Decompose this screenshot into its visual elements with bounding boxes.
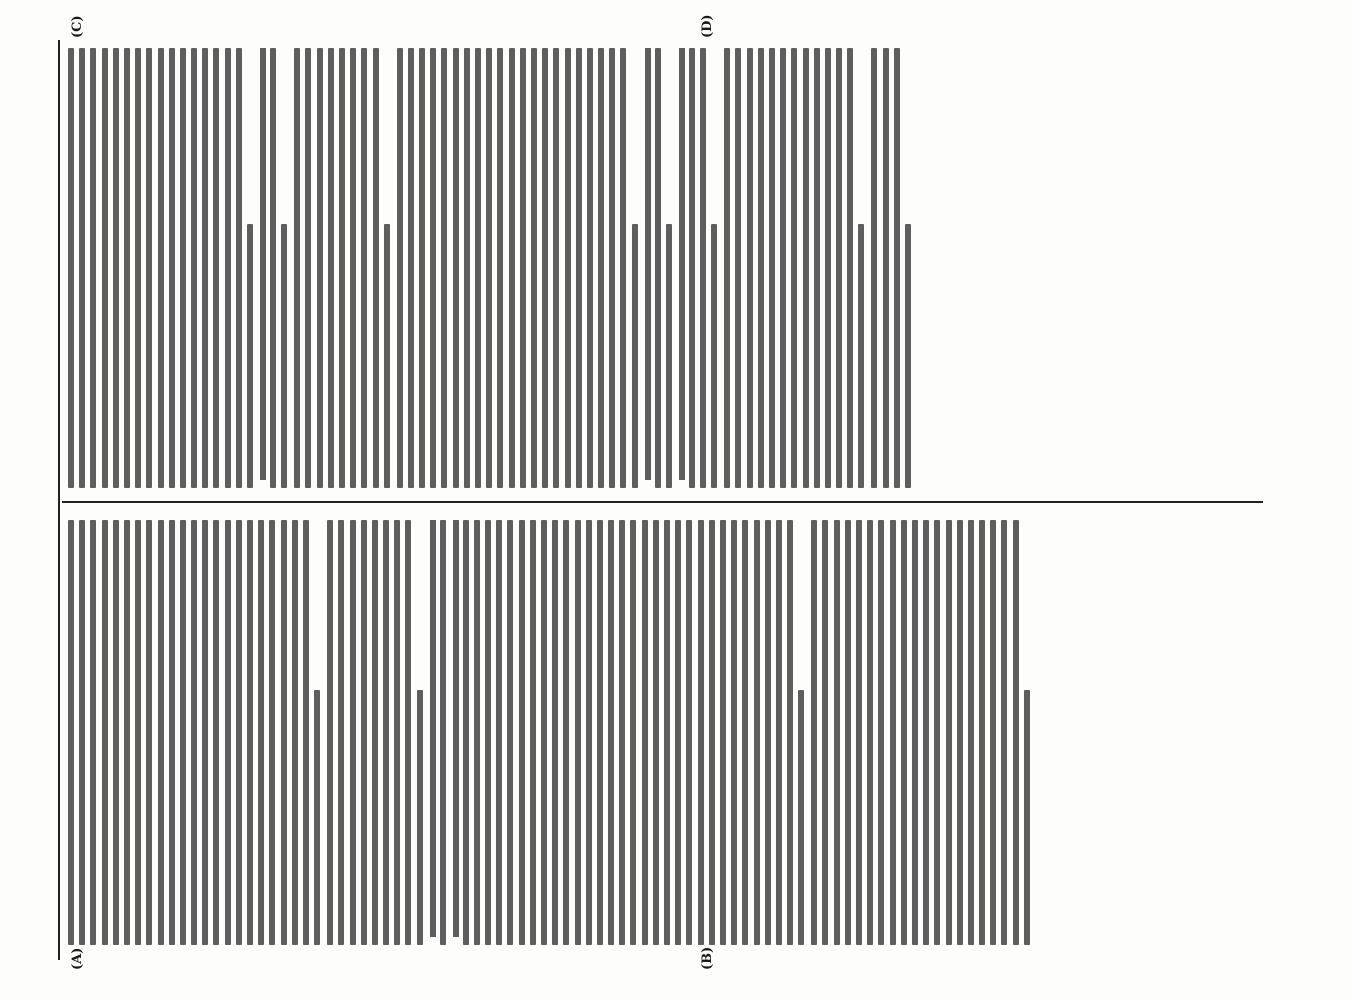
speaker-line: [453, 520, 459, 945]
paragraph: [68, 48, 253, 488]
column-divider: [62, 501, 1263, 503]
margin-letter-a: (A): [70, 947, 85, 970]
paragraph: [397, 48, 638, 488]
paragraph: [270, 48, 287, 488]
paragraph: [724, 48, 864, 488]
paragraph: [655, 48, 672, 488]
speaker-line: [260, 48, 266, 488]
margin-letter-c: (C): [70, 15, 85, 38]
header-rule: [58, 40, 60, 960]
margin-letter-d: (D): [700, 14, 715, 38]
left-column: [68, 520, 1253, 945]
paragraph: [871, 48, 911, 488]
right-column: [68, 48, 1253, 488]
running-head: [22, 60, 52, 955]
paragraph: [327, 520, 423, 945]
paragraph: [689, 48, 717, 488]
margin-letter-b: (B): [700, 946, 715, 970]
paragraph: [463, 520, 805, 945]
paragraph: [811, 520, 1030, 945]
paragraph: [294, 48, 390, 488]
speaker-line: [679, 48, 685, 488]
speaker-line: [645, 48, 651, 488]
paragraph: [68, 520, 320, 945]
paragraph: [440, 520, 446, 945]
speaker-line: [430, 520, 436, 945]
